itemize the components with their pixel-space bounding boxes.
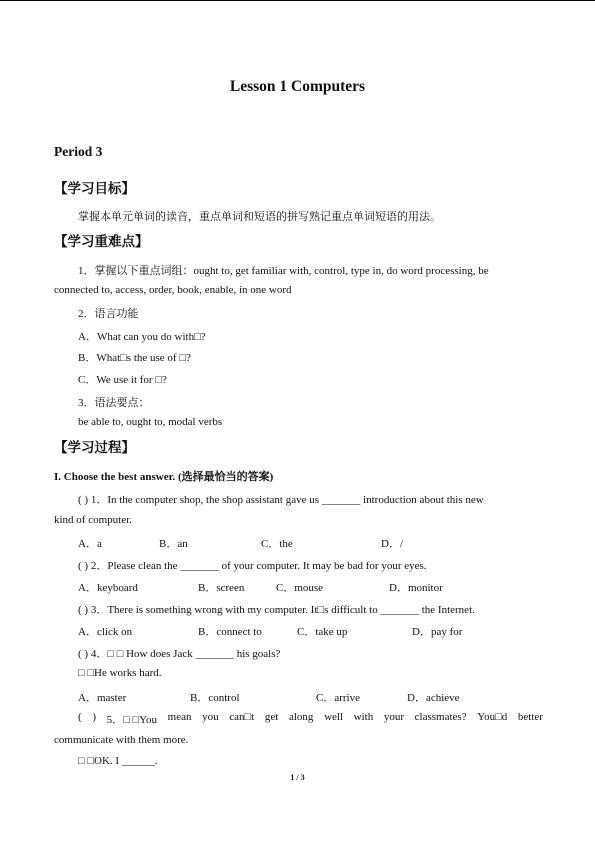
question-4-option-c[interactable]: C．arrive bbox=[316, 692, 360, 704]
section-objectives-heading: 【学习目标】 bbox=[54, 181, 135, 197]
question-2-option-b[interactable]: B．screen bbox=[198, 582, 245, 594]
key-point-1-line-1: 1．掌握以下重点词组：ought to, get familiar with, control, type in, do word processing, be bbox=[78, 265, 489, 277]
period-heading: Period 3 bbox=[54, 144, 103, 159]
page-number: 1 / 3 bbox=[290, 773, 305, 782]
exercise-heading: I. Choose the best answer. (选择最恰当的答案) bbox=[54, 471, 274, 483]
question-5-line-3: □ □OK. I ______. bbox=[78, 755, 158, 767]
q5-word: you bbox=[202, 711, 219, 723]
q5-word: 5．□ □You bbox=[106, 714, 158, 726]
grammar-points: be able to, ought to, modal verbs bbox=[78, 416, 223, 428]
question-4-option-a[interactable]: A．master bbox=[78, 692, 127, 704]
key-point-3: 3．语法要点： bbox=[78, 397, 150, 409]
q5-word: well bbox=[324, 711, 344, 723]
function-c: C．We use it for □? bbox=[78, 374, 167, 386]
question-3-option-d[interactable]: D．pay for bbox=[412, 626, 463, 638]
question-1-option-d[interactable]: D．/ bbox=[381, 538, 403, 550]
objectives-text: 掌握本单元单词的读音，重点单词和短语的拼写熟记重点单词短语的用法。 bbox=[78, 211, 441, 223]
function-b: B．What□s the use of □? bbox=[78, 352, 191, 364]
question-1-line-2: kind of computer. bbox=[54, 514, 132, 526]
q5-word: better bbox=[517, 711, 543, 723]
question-5-line-1 bbox=[78, 711, 543, 727]
q5-word: mean bbox=[167, 711, 192, 723]
q5-word: can□t bbox=[229, 711, 255, 723]
q5-word: with bbox=[353, 711, 374, 723]
question-4-option-d[interactable]: D．achieve bbox=[407, 692, 460, 704]
q5-word: ) bbox=[92, 711, 96, 723]
document-title: Lesson 1 Computers bbox=[229, 78, 366, 95]
question-2-option-a[interactable]: A．keyboard bbox=[78, 582, 138, 594]
q5-word: get bbox=[264, 711, 279, 723]
question-4-line-2: □ □He works hard. bbox=[78, 667, 162, 679]
q5-word: your bbox=[383, 711, 405, 723]
question-3-option-c[interactable]: C．take up bbox=[297, 626, 348, 638]
function-a: A．What can you do with□? bbox=[78, 331, 206, 343]
q5-word: classmates? bbox=[414, 711, 467, 723]
question-1-option-b[interactable]: B．an bbox=[159, 538, 188, 550]
q5-word: ( bbox=[78, 711, 82, 723]
question-4-line-1: ( ) 4．□ □ How does Jack _______ his goals? bbox=[78, 648, 281, 660]
section-key-points-heading: 【学习重难点】 bbox=[54, 234, 149, 250]
question-1-line-1: ( ) 1．In the computer shop, the shop assistant gave us _______ introduction about this new bbox=[78, 494, 484, 506]
question-4-option-b[interactable]: B．control bbox=[190, 692, 240, 704]
top-border-line bbox=[0, 0, 595, 1]
section-process-heading: 【学习过程】 bbox=[54, 440, 135, 456]
question-3-line-1: ( ) 3．There is something wrong with my computer. It□s difficult to _______ the Internet. bbox=[78, 604, 475, 616]
question-5-line-2: communicate with them more. bbox=[54, 734, 189, 746]
question-2-option-d[interactable]: D．monitor bbox=[389, 582, 443, 594]
question-2-line-1: ( ) 2．Please clean the _______ of your computer. It may be bad for your eyes. bbox=[78, 560, 427, 572]
key-point-2: 2．语言功能 bbox=[78, 308, 139, 320]
question-3-option-b[interactable]: B．connect to bbox=[198, 626, 262, 638]
question-2-option-c[interactable]: C．mouse bbox=[276, 582, 324, 594]
key-point-1-line-2: connected to, access, order, book, enable, in one word bbox=[54, 284, 292, 296]
question-3-option-a[interactable]: A．click on bbox=[78, 626, 133, 638]
q5-word: along bbox=[288, 711, 314, 723]
question-1-option-a[interactable]: A．a bbox=[78, 538, 102, 550]
question-1-option-c[interactable]: C．the bbox=[261, 538, 293, 550]
q5-word: You□d bbox=[477, 711, 508, 723]
